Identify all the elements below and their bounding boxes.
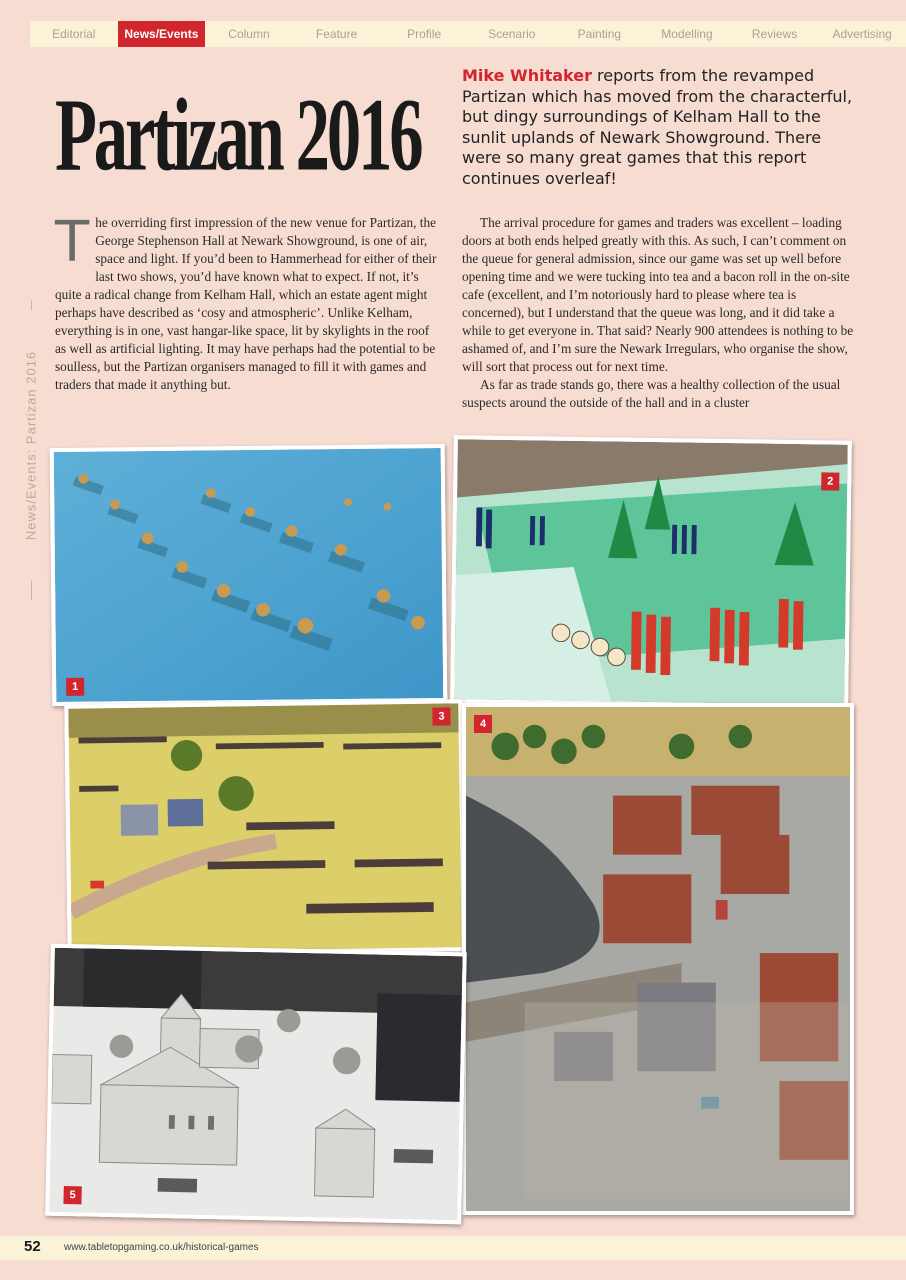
- tab-modelling: Modelling: [661, 27, 713, 41]
- photo-winter-village: [45, 944, 467, 1225]
- footer-url: www.tabletopgaming.co.uk/historical-games: [64, 1242, 259, 1253]
- standfirst-text: reports from the revamped Partizan which has moved from the characterful, but dingy surroundings of Kelham Hall to the sunlit uplands of Newark Showground. There were so many great games that this report continues overleaf!: [462, 66, 853, 188]
- tab-column: Column: [228, 27, 270, 41]
- photo-naval-battle: [50, 444, 448, 706]
- body-paragraph: he overriding first impression of the new venue for Partizan, the George Stephenson Hall at Newark Showground, is one of air, space and light. If you’d been to Hammerhead for either of their last two shows, you’d have known what to expect. If not, it’s quite a radical change from Kelham Hall, which an estate agent might perhaps have described as ‘cosy and atmospheric’. Unlike Kelham, everything is in one, vast hangar-like space, lit by skylights in the roof as well as artificial lighting. It may have perhaps had the potential to be soulless, but the Partizan organisers managed to fill it with games and traders that made it anything but.: [55, 215, 437, 392]
- body-paragraph: As far as trade stands go, there was a healthy collection of the usual suspects around the outside of the hall and in a cluster: [462, 377, 841, 410]
- running-head-text: News/Events: Partizan 2016: [24, 311, 39, 581]
- tab-painting: Painting: [577, 27, 622, 41]
- photo-number-badge: 5: [63, 1186, 81, 1204]
- photo-field-battle: [64, 699, 465, 957]
- page-number: 52: [24, 1238, 41, 1255]
- standfirst: [462, 66, 862, 189]
- tab-profile: Profile: [407, 27, 442, 41]
- body-column-2: [462, 214, 854, 412]
- photo-town-model: [462, 703, 854, 1215]
- photo-infantry-game: [450, 435, 852, 709]
- photo-number-badge: 4: [474, 715, 492, 733]
- page-footer: [0, 1236, 906, 1260]
- photo-number-badge: 1: [66, 678, 84, 696]
- tab-advertising: Advertising: [832, 27, 892, 41]
- body-column-1: [55, 210, 443, 394]
- tab-scenario: Scenario: [488, 27, 536, 41]
- dropcap: T: [55, 210, 90, 275]
- page-title: Partizan 2016: [55, 78, 421, 194]
- tab-reviews: Reviews: [751, 27, 798, 41]
- tab-feature: Feature: [315, 27, 358, 41]
- tab-editorial: Editorial: [52, 27, 96, 41]
- photo-number-badge: 2: [821, 472, 839, 490]
- photo-number-badge: 3: [432, 707, 450, 725]
- tab-news-events: News/Events: [118, 21, 206, 47]
- author-name: Mike Whitaker: [462, 66, 592, 85]
- running-head: [14, 300, 44, 600]
- section-nav: [30, 21, 906, 47]
- body-paragraph: The arrival procedure for games and traders was excellent – loading doors at both ends helped greatly with this. As such, I can’t comment on the queue for general admission, since our game was set up well before opening time and we were tucking into tea and a bacon roll in the on-site cafe (excellent, and I’m notoriously hard to please where tea is concerned), but I understand that the queue was long, and it did take a while to get everyone in. That said? Nearly 900 attendees is nothing to be ashamed of, and I’m sure the Newark Irregulars, who organise the show, will sort that process out for next time.: [462, 215, 854, 374]
